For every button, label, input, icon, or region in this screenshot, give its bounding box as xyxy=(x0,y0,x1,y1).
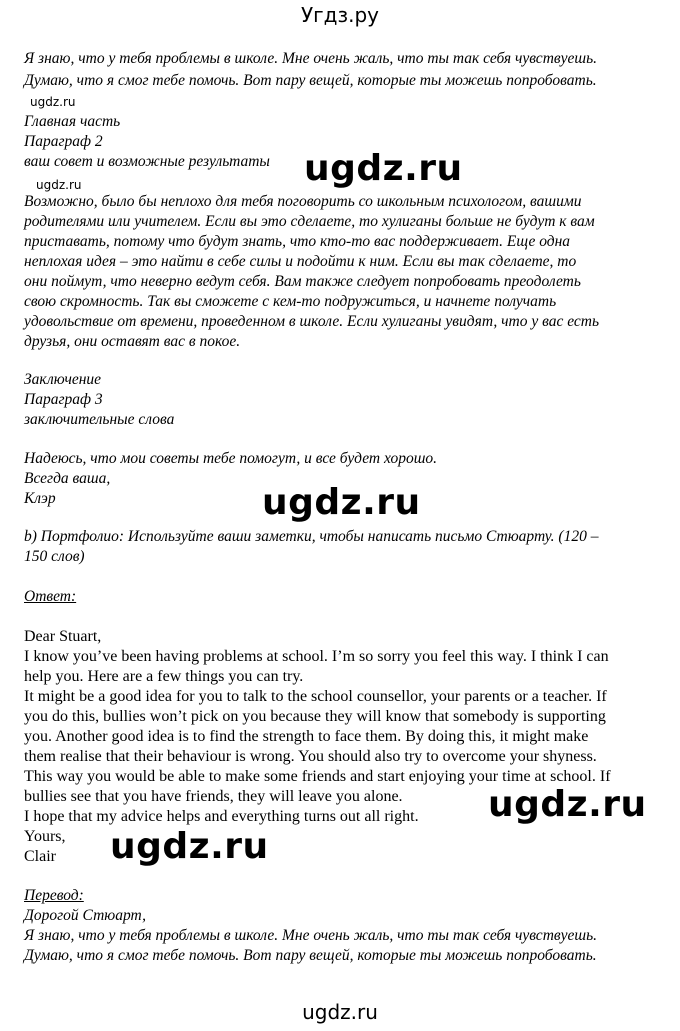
letter-line: them realise that their behaviour is wrong. You should also try to overcome your shyness. xyxy=(24,748,597,765)
footer-site: ugdz.ru xyxy=(302,1000,378,1024)
translation-line: Я знаю, что у тебя проблемы в школе. Мне очень жаль, что ты так себя чувствуешь. xyxy=(24,927,598,944)
letter-line: you. Another good idea is to find the strength to face them. By doing this, it might make xyxy=(24,728,589,745)
body-line: родителями или учителем. Если вы это сделаете, то хулиганы больше не будут к вам xyxy=(24,213,595,230)
watermark: ugdz.ru xyxy=(262,482,421,523)
letter-line: Clair xyxy=(24,848,56,865)
watermark: ugdz.ru xyxy=(110,826,269,867)
translation-label: Перевод: xyxy=(24,887,84,904)
body-line: они поймут, что неверно ведут себя. Вам также следует попробовать преодолеть xyxy=(24,273,581,290)
body-line: свою скромность. Так вы сможете с кем-то подружиться, и начнете получать xyxy=(24,293,557,310)
watermark-small: ugdz.ru xyxy=(30,95,76,109)
body-line: неплохая идея – это найти в себе силы и подойти к ним. Если вы так сделаете, то xyxy=(24,253,577,270)
body-line: удовольствие от времени, проведенном в школе. Если хулиганы увидят, что у вас есть xyxy=(24,313,600,330)
letter-line: Dear Stuart, xyxy=(24,628,102,645)
letter-line: you do this, bullies won’t pick on you because they will know that somebody is supporting xyxy=(24,708,606,725)
body-line: друзья, они оставят вас в покое. xyxy=(24,333,241,350)
section-description: ваш совет и возможные результаты xyxy=(24,153,270,170)
letter-line: I hope that my advice helps and everything turns out all right. xyxy=(24,808,419,825)
letter-line: It might be a good idea for you to talk to the school counsellor, your parents or a teacher. If xyxy=(24,688,607,705)
watermark-small: ugdz.ru xyxy=(36,178,82,192)
body-line: Возможно, было бы неплохо для тебя поговорить со школьным психологом, вашими xyxy=(24,193,582,210)
letter-line: I know you’ve been having problems at school. I’m so sorry you feel this way. I think I can xyxy=(24,648,609,665)
section-heading: Заключение xyxy=(24,371,102,388)
closing-line: Всегда ваша, xyxy=(24,470,111,487)
section-paragraph-number: Параграф 3 xyxy=(24,391,103,408)
watermark: ugdz.ru xyxy=(488,784,647,825)
closing-line: Надеюсь, что мои советы тебе помогут, и все будет хорошо. xyxy=(24,450,438,467)
answer-label: Ответ: xyxy=(24,588,77,605)
task-b-line: 150 слов) xyxy=(24,548,85,565)
translation-line: Дорогой Стюарт, xyxy=(24,907,146,924)
letter-line: help you. Here are a few things you can try. xyxy=(24,668,304,685)
translation-line: Думаю, что я смог тебе помочь. Вот пару вещей, которые ты можешь попробовать. xyxy=(24,947,597,964)
letter-line: Yours, xyxy=(24,828,66,845)
intro-line: Я знаю, что у тебя проблемы в школе. Мне очень жаль, что ты так себя чувствуешь. xyxy=(24,50,598,67)
body-line: приставать, потому что будут знать, что кто-то вас поддерживает. Еще одна xyxy=(24,233,571,250)
watermark: ugdz.ru xyxy=(304,148,463,189)
letter-line: bullies see that you have friends, they will leave you alone. xyxy=(24,788,403,805)
task-b-line: b) Портфолио: Используйте ваши заметки, чтобы написать письмо Стюарту. (120 – xyxy=(24,528,599,545)
intro-line: Думаю, что я смог тебе помочь. Вот пару вещей, которые ты можешь попробовать. xyxy=(24,72,597,89)
section-paragraph-number: Параграф 2 xyxy=(24,133,103,150)
closing-line: Клэр xyxy=(24,490,56,507)
section-description: заключительные слова xyxy=(24,411,175,428)
section-heading: Главная часть xyxy=(24,113,121,130)
site-title: Угдз.ру xyxy=(300,3,380,27)
letter-line: This way you would be able to make some friends and start enjoying your time at school. If xyxy=(24,768,611,785)
